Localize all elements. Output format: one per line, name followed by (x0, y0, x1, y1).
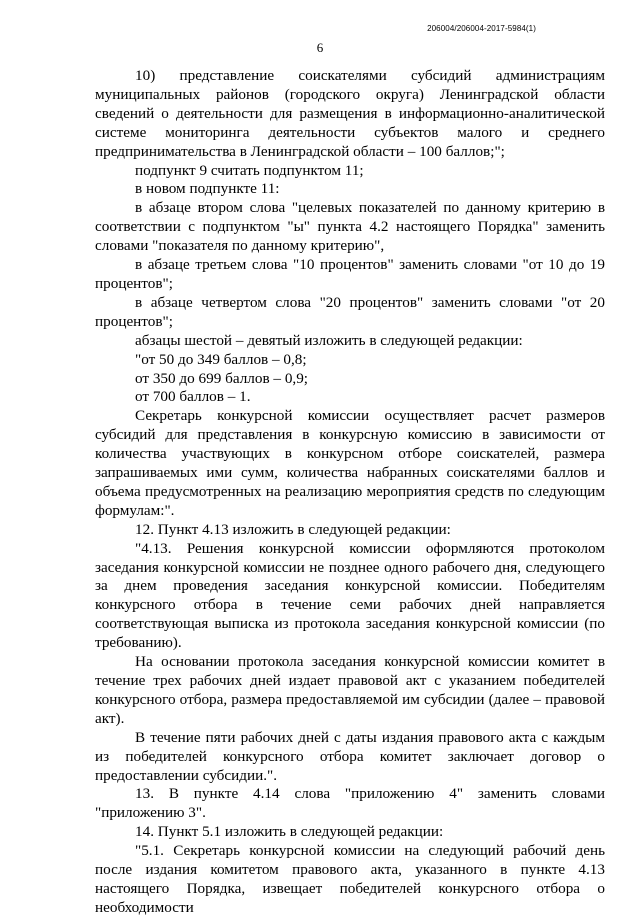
paragraph: 13. В пункте 4.14 слова "приложению 4" заменить словами "приложению 3". (95, 785, 605, 822)
paragraph: "от 50 до 349 баллов – 0,8; (135, 350, 307, 368)
paragraph: подпункт 9 считать подпунктом 11; (135, 161, 364, 179)
paragraph: в абзаце четвертом слова "20 процентов" заменить словами "от 20 процентов"; (95, 293, 605, 330)
paragraph: от 700 баллов – 1. (135, 388, 251, 406)
paragraph: Секретарь конкурсной комиссии осуществляет расчет размеров субсидий для представления в конкурсную комиссию в зависимости от количества участвующих в конкурсном отборе соискателей, размера запрашиваемых ими сумм, количества набранных соискателями баллов и объема предусмотренных на реализацию мероприятия средств по следующим формулам:". (95, 407, 605, 519)
paragraph: В течение пяти рабочих дней с даты издания правового акта с каждым из победителей конкурсного отбора комитет заключает договор о предоставлении субсидии.". (95, 728, 605, 784)
document-reference: 206004/206004-2017-5984(1) (427, 24, 536, 33)
paragraph: 14. Пункт 5.1 изложить в следующей редакции: (135, 823, 444, 841)
paragraph: "4.13. Решения конкурсной комиссии оформляются протоколом заседания конкурсной комиссии не позднее одного рабочего дня, следующего за днем проведения заседания конкурсной комиссии. Победителям конкурсного отбора в течение семи рабочих дней направляется соответствующая выписка из протокола заседания конкурсной комиссии (по требованию). (95, 539, 605, 652)
paragraph: от 350 до 699 баллов – 0,9; (135, 369, 309, 387)
paragraph: 12. Пункт 4.13 изложить в следующей редакции: (135, 520, 451, 538)
paragraph: "5.1. Секретарь конкурсной комиссии на следующий рабочий день после издания комитетом правового акта, указанного в пункте 4.13 настоящего Порядка, извещает победителей конкурсного отбора о необходимости (95, 842, 605, 916)
paragraph: в абзаце втором слова "целевых показателей по данному критерию в соответствии с подпунктом "ы" пункта 4.2 настоящего Порядка" заменить словами "показателя по данному критерию", (95, 199, 605, 255)
paragraph: абзацы шестой – девятый изложить в следующей редакции: (135, 331, 523, 349)
paragraph: в абзаце третьем слова "10 процентов" заменить словами "от 10 до 19 процентов"; (95, 256, 605, 292)
paragraph: На основании протокола заседания конкурсной комиссии комитет в течение трех рабочих дней издает правовой акт с указанием победителей конкурсного отбора, размера предоставляемой им субсидии (далее – правовой акт). (95, 653, 605, 727)
document-body (95, 67, 605, 918)
paragraph: в новом подпункте 11: (135, 180, 280, 198)
paragraph: 10) представление соискателями субсидий администрациям муниципальных районов (городского округа) Ленинградской области сведений о деятельности для размещения в информационно-аналитической системе мониторинга деятельности субъектов малого и среднего предпринимательства в Ленинградской области – 100 баллов;"; (95, 67, 605, 160)
page-number: 6 (316, 40, 324, 55)
